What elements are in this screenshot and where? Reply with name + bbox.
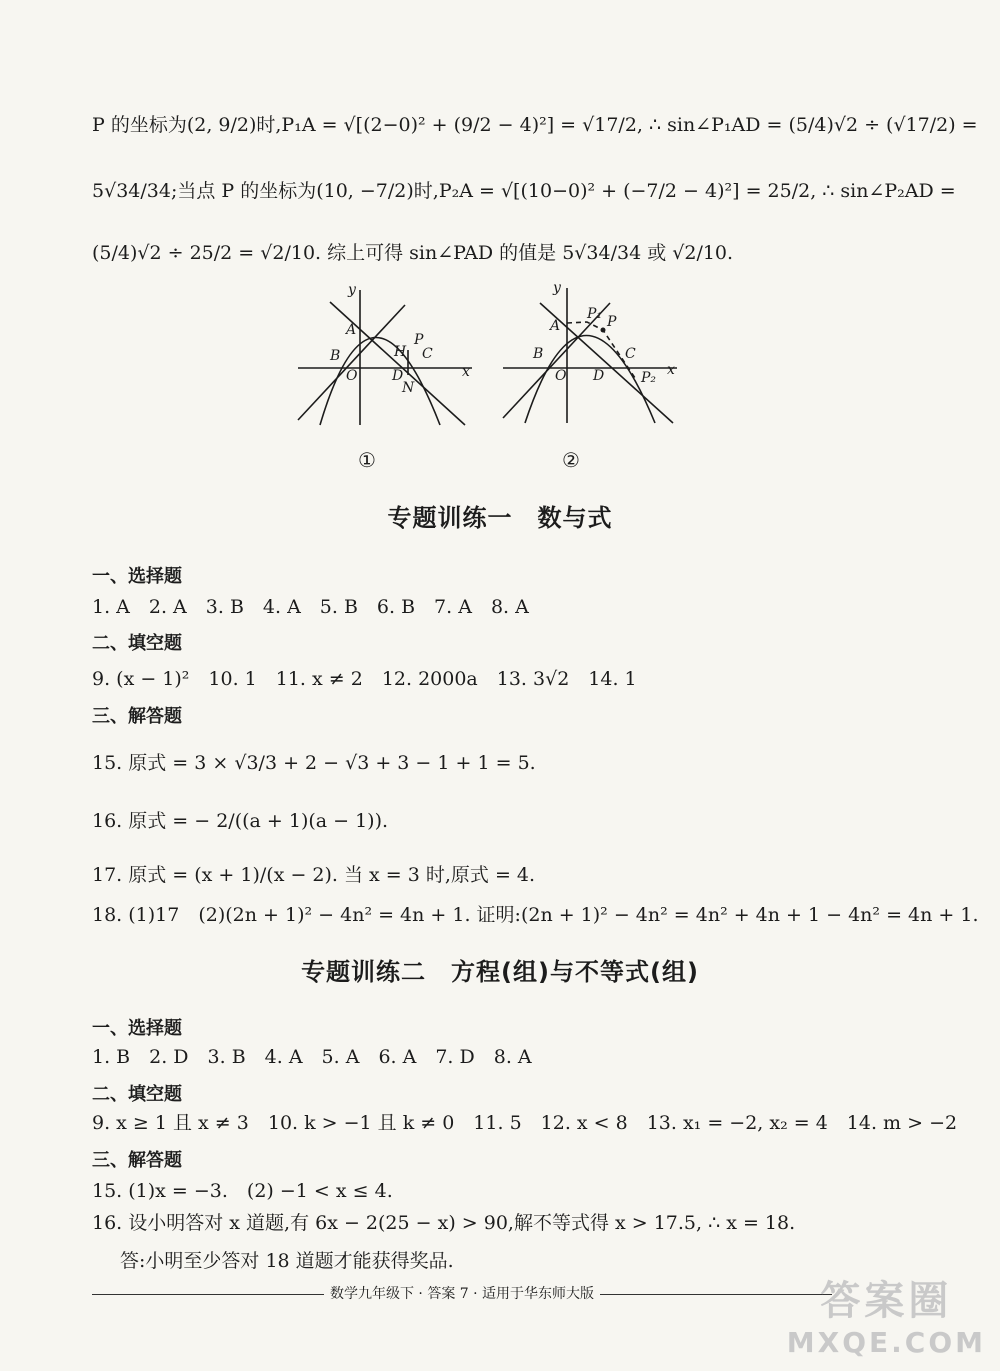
fig1-label-x: x <box>462 364 470 380</box>
section-2-q16-answer: 答:小明至少答对 18 道题才能获得奖品. <box>120 1250 454 1272</box>
section-2-q15: 15. (1)x = −3. (2) −1 < x ≤ 4. <box>92 1180 393 1202</box>
fig1-label-n: N <box>402 380 415 396</box>
intro-line-2: 5√34/34;当点 P 的坐标为(10, −7/2)时,P₂A = √[(10−0)² + (−7/2 − 4)²] = 25/2, ∴ sin∠P₂AD = <box>92 180 956 202</box>
section-1-q16: 16. 原式 = − 2/((a + 1)(a − 1)). <box>92 810 389 832</box>
section-2-choice-answers: 1. B 2. D 3. B 4. A 5. A 6. A 7. D 8. A <box>92 1046 532 1068</box>
fig2-label-a: A <box>550 318 561 334</box>
figure-2-label: ② <box>562 448 580 472</box>
fig2-label-d: D <box>593 368 605 384</box>
section-2-fill-heading: 二、填空题 <box>92 1084 182 1105</box>
section-1-fill-heading: 二、填空题 <box>92 633 182 654</box>
fig1-label-y: y <box>348 282 356 298</box>
section-2-title: 专题训练二 方程(组)与不等式(组) <box>301 958 699 986</box>
section-1-solve-heading: 三、解答题 <box>92 706 182 727</box>
fig1-label-o: O <box>346 368 358 384</box>
section-2-choice-heading: 一、选择题 <box>92 1018 182 1039</box>
section-1-title: 专题训练一 数与式 <box>387 504 613 532</box>
fig2-label-p1: P₁ <box>587 306 603 322</box>
fig2-label-p: P <box>607 314 617 330</box>
page-footer <box>92 1283 832 1303</box>
intro-line-3: (5/4)√2 ÷ 25/2 = √2/10. 综上可得 sin∠PAD 的值是 5√34/34 或 √2/10. <box>92 242 734 264</box>
fig1-label-h: H <box>394 344 407 360</box>
fig2-label-y: y <box>553 280 561 296</box>
section-2-solve-heading: 三、解答题 <box>92 1150 182 1171</box>
watermark-logo: 答案圈 MXQE.COM <box>786 1278 986 1359</box>
section-1-q18: 18. (1)17 (2)(2n + 1)² − 4n² = 4n + 1. 证明:(2n + 1)² − 4n² = 4n² + 4n + 1 − 4n² = 4n + 1. <box>92 904 979 926</box>
figure-2-parabola <box>495 278 685 428</box>
figure-1-label: ① <box>358 448 376 472</box>
section-1-q17: 17. 原式 = (x + 1)/(x − 2). 当 x = 3 时,原式 = 4. <box>92 864 536 886</box>
fig1-label-d: D <box>392 368 404 384</box>
fig1-label-a: A <box>346 322 357 338</box>
fig2-point-p <box>601 328 606 333</box>
section-1-choice-answers: 1. A 2. A 3. B 4. A 5. B 6. B 7. A 8. A <box>92 596 529 618</box>
section-1-choice-heading: 一、选择题 <box>92 566 182 587</box>
fig2-label-o: O <box>555 368 567 384</box>
figure-1-parabola <box>290 280 480 430</box>
fig2-label-b: B <box>533 346 544 362</box>
footer-text: 数学九年级下 · 答案 7 · 适用于华东师大版 <box>324 1286 600 1302</box>
fig2-label-x: x <box>667 362 675 378</box>
fig2-label-p2: P₂ <box>641 370 657 386</box>
section-1-q15: 15. 原式 = 3 × √3/3 + 2 − √3 + 3 − 1 + 1 = 5. <box>92 752 536 774</box>
fig2-label-c: C <box>625 346 636 362</box>
fig1-label-p: P <box>414 332 424 348</box>
section-1-fill-answers: 9. (x − 1)² 10. 1 11. x ≠ 2 12. 2000a 13. 3√2 14. 1 <box>92 668 637 690</box>
fig1-label-b: B <box>330 348 341 364</box>
section-2-q16: 16. 设小明答对 x 道题,有 6x − 2(25 − x) > 90,解不等式得 x > 17.5, ∴ x = 18. <box>92 1212 796 1234</box>
section-2-fill-answers: 9. x ≥ 1 且 x ≠ 3 10. k > −1 且 k ≠ 0 11. 5 12. x < 8 13. x₁ = −2, x₂ = 4 14. m > −2 <box>92 1112 958 1134</box>
intro-line-1: P 的坐标为(2, 9/2)时,P₁A = √[(2−0)² + (9/2 − 4)²] = √17/2, ∴ sin∠P₁AD = (5/4)√2 ÷ (√17/2) = <box>92 114 978 136</box>
fig1-label-c: C <box>422 346 433 362</box>
